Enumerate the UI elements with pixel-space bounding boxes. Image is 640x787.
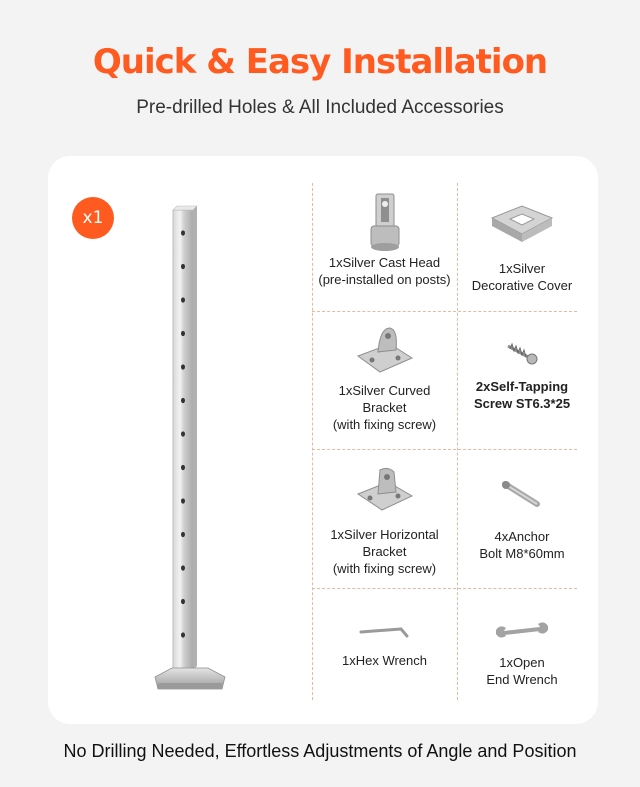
accessory-decorative-cover xyxy=(457,200,587,294)
anchor-bolt-icon xyxy=(497,476,547,514)
post-hole xyxy=(181,599,185,604)
railing-post-image xyxy=(150,205,230,695)
accessory-open-end-wrench xyxy=(457,620,587,688)
post-hole xyxy=(181,632,185,637)
cover-plate-icon xyxy=(482,200,562,254)
quantity-badge: x1 xyxy=(72,197,114,239)
page-subtitle: Pre-drilled Holes & All Included Accessories xyxy=(136,97,504,118)
post-hole xyxy=(181,465,185,470)
curved-bracket-icon xyxy=(350,322,420,380)
accessory-label: 1xSilver Curved Bracket (with fixing screw) xyxy=(332,383,437,432)
post-hole xyxy=(181,498,185,503)
page-title: Quick & Easy Installation xyxy=(92,42,548,82)
accessory-label: 1xSilver Cast Head (pre-installed on posts) xyxy=(318,255,451,287)
post-hole xyxy=(181,364,185,369)
post-hole xyxy=(181,532,185,537)
footer-text: No Drilling Needed, Effortless Adjustments of Angle and Position xyxy=(63,741,577,761)
accessory-label: 4xAnchor Bolt M8*60mm xyxy=(479,529,565,561)
hex-wrench-icon xyxy=(355,620,415,640)
post-hole xyxy=(181,297,185,302)
accessory-hex-wrench xyxy=(312,620,457,669)
post-hole xyxy=(181,565,185,570)
cast-head-icon xyxy=(355,192,415,254)
accessory-label: 2xSelf-Tapping Screw ST6.3*25 xyxy=(473,379,571,411)
horizontal-bracket-icon xyxy=(350,464,420,520)
accessory-anchor-bolt xyxy=(457,476,587,562)
screw-icon xyxy=(502,338,542,368)
accessory-curved-bracket xyxy=(312,322,457,433)
accessory-label: 1xHex Wrench xyxy=(341,653,427,668)
open-end-wrench-icon xyxy=(492,620,552,642)
accessory-label: 1xOpen End Wrench xyxy=(486,655,558,687)
accessory-label: 1xSilver Horizontal Bracket (with fixing screw) xyxy=(330,527,439,576)
accessory-label: 1xSilver Decorative Cover xyxy=(471,261,573,293)
accessory-self-tapping-screw xyxy=(457,338,587,412)
post-hole xyxy=(181,398,185,403)
post-hole xyxy=(181,331,185,336)
post-hole xyxy=(181,264,185,269)
accessory-cast-head xyxy=(312,192,457,288)
accessory-horizontal-bracket xyxy=(312,464,457,577)
post-hole xyxy=(181,230,185,235)
post-hole xyxy=(181,431,185,436)
